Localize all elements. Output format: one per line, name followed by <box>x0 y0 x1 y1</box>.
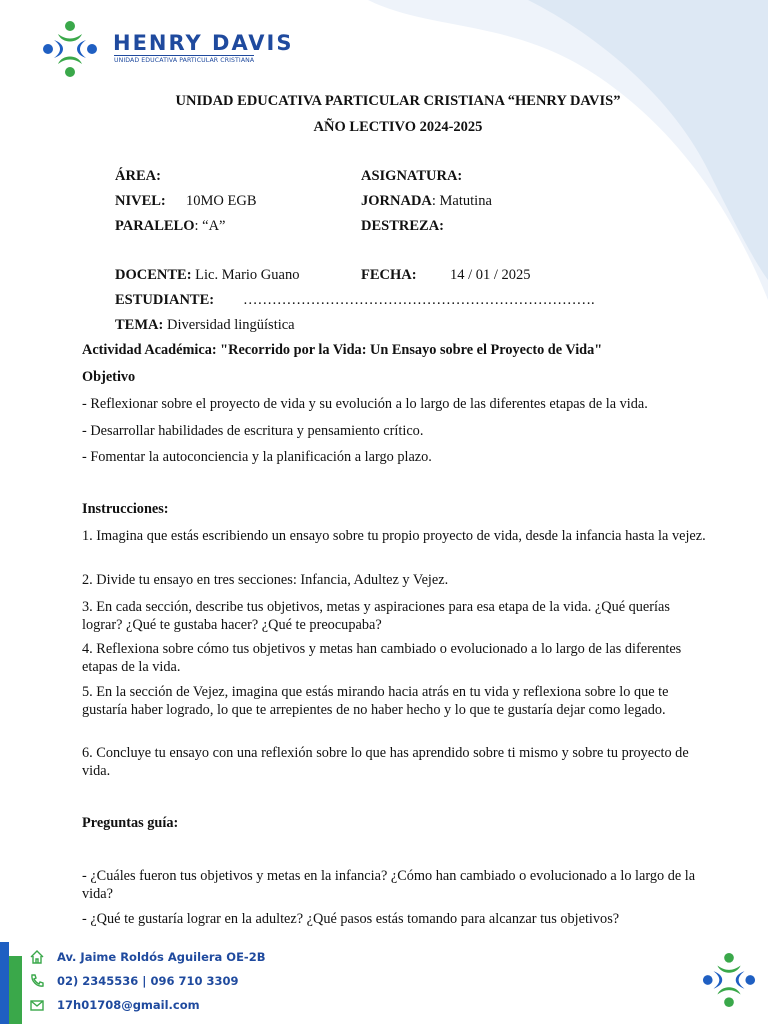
school-logo-icon <box>40 20 100 78</box>
instruction-item: 5. En la sección de Vejez, imagina que estás mirando hacia atrás en tu vida y reflexiona sobre lo que te gustaría haber logrado, lo que te arrepientes de no haber hecho y lo que te gustaría dejar como legado. <box>82 684 669 718</box>
asignatura-label: ASIGNATURA: <box>361 168 463 184</box>
fecha-value: 14 / 01 / 2025 <box>450 267 531 283</box>
footer-accent-green <box>9 956 22 1024</box>
objective-item: - Desarrollar habilidades de escritura y pensamiento crítico. <box>82 423 424 439</box>
objective-item: - Reflexionar sobre el proyecto de vida y su evolución a lo largo de las diferentes etapas de la vida. <box>82 396 648 412</box>
brand-name: HENRY DAVIS <box>113 31 294 55</box>
objetivo-heading: Objetivo <box>82 369 136 385</box>
docente-value: Lic. Mario Guano <box>195 267 300 283</box>
header-decoration <box>368 0 768 320</box>
preguntas-heading: Preguntas guía: <box>82 815 179 831</box>
school-year: AÑO LECTIVO 2024-2025 <box>313 119 483 135</box>
brand-subtitle: UNIDAD EDUCATIVA PARTICULAR CRISTIANA <box>114 57 255 64</box>
jornada-label: JORNADA <box>361 193 432 209</box>
estudiante-field[interactable]: ………………………………………………………………. <box>243 292 595 308</box>
tema-value: Diversidad lingüística <box>166 317 295 333</box>
brand-divider <box>114 55 254 56</box>
footer-phone: 02) 2345536 | 096 710 3309 <box>57 974 239 988</box>
instruction-item: 4. Reflexiona sobre cómo tus objetivos y metas han cambiado o evolucionado a lo largo de las diferentes etapas de la vida. <box>82 641 682 675</box>
home-icon <box>29 949 45 965</box>
instrucciones-heading: Instrucciones: <box>82 501 169 517</box>
footer-accent-blue <box>0 942 9 1024</box>
objective-item: - Fomentar la autoconciencia y la planificación a largo plazo. <box>82 449 432 465</box>
institution-title: UNIDAD EDUCATIVA PARTICULAR CRISTIANA “HENRY DAVIS” <box>175 93 621 109</box>
nivel-label: NIVEL: <box>115 193 166 209</box>
fecha-label: FECHA: <box>361 267 417 283</box>
paralelo-value: : “A” <box>194 218 226 234</box>
destreza-label: DESTREZA: <box>361 218 444 234</box>
paralelo-label: PARALELO <box>115 218 195 234</box>
footer-email: 17h01708@gmail.com <box>57 998 200 1012</box>
email-icon <box>29 997 45 1013</box>
docente-label: DOCENTE: <box>115 267 192 283</box>
activity-title: Actividad Académica: "Recorrido por la Vida: Un Ensayo sobre el Proyecto de Vida" <box>82 342 603 358</box>
instruction-item: 6. Concluye tu ensayo con una reflexión sobre lo que has aprendido sobre ti mismo y sobre tu proyecto de vida. <box>82 745 689 779</box>
nivel-value: 10MO EGB <box>186 193 257 209</box>
footer-address: Av. Jaime Roldós Aguilera OE-2B <box>57 950 266 964</box>
jornada-value: : Matutina <box>431 193 492 209</box>
phone-icon <box>29 973 45 989</box>
question-item: - ¿Cuáles fueron tus objetivos y metas en la infancia? ¿Cómo han cambiado o evolucionado a lo largo de la vida? <box>82 868 696 902</box>
instruction-item: 1. Imagina que estás escribiendo un ensayo sobre tu propio proyecto de vida, desde la infancia hasta la vejez. <box>82 528 706 544</box>
area-label: ÁREA: <box>115 168 161 184</box>
instruction-item: 3. En cada sección, describe tus objetivos, metas y aspiraciones para esa etapa de la vida. ¿Qué querías lograr? ¿Qué te gustaba hacer? ¿Qué te preocupaba? <box>82 599 670 633</box>
question-item: - ¿Qué te gustaría lograr en la adultez? ¿Qué pasos estás tomando para alcanzar tus objetivos? <box>82 911 620 927</box>
estudiante-label: ESTUDIANTE: <box>115 292 215 308</box>
instruction-item: 2. Divide tu ensayo en tres secciones: Infancia, Adultez y Vejez. <box>82 572 449 588</box>
tema-label: TEMA: <box>115 317 164 333</box>
footer-logo-icon <box>700 952 758 1008</box>
